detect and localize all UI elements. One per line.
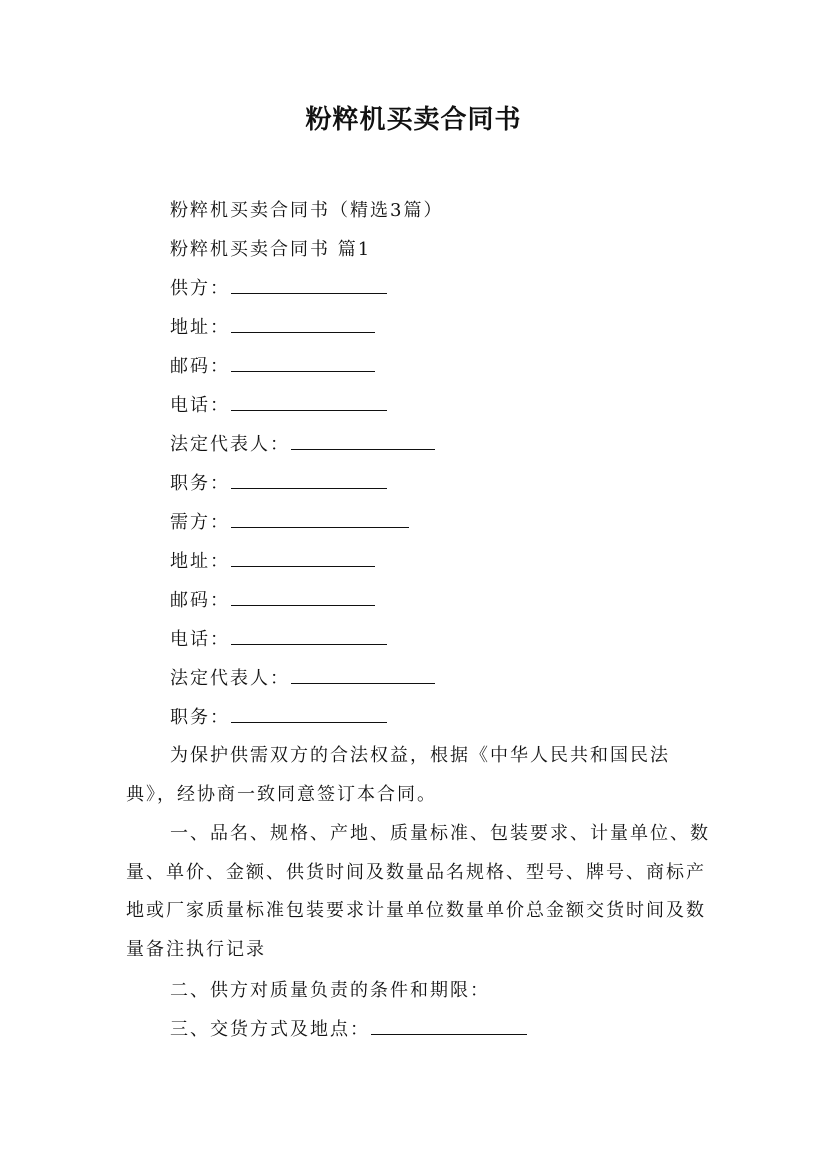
clause-3-blank [371, 1018, 527, 1035]
buyer-rep-blank [291, 667, 435, 684]
buyer-address-label: 地址： [170, 551, 230, 572]
supplier-phone-label: 电话： [170, 395, 230, 416]
buyer-rep-line [170, 666, 435, 692]
buyer-address-line [170, 549, 375, 575]
supplier-rep-label: 法定代表人： [170, 434, 290, 455]
section-heading: 粉粹机买卖合同书 篇1 [170, 239, 372, 260]
document-subtitle: 粉粹机买卖合同书（精选3篇） [170, 200, 444, 221]
supplier-party-line [170, 276, 387, 302]
buyer-phone-label: 电话： [170, 629, 230, 650]
buyer-postcode-label: 邮码： [170, 590, 230, 611]
supplier-title-line [170, 471, 387, 497]
supplier-title-blank [231, 472, 387, 489]
supplier-postcode-label: 邮码： [170, 356, 230, 377]
supplier-party-blank [231, 277, 387, 294]
buyer-phone-blank [231, 628, 387, 645]
supplier-party-label: 供方： [170, 278, 230, 299]
buyer-party-label: 需方： [170, 512, 230, 533]
supplier-address-line [170, 315, 375, 341]
buyer-rep-label: 法定代表人： [170, 668, 290, 689]
clause-2-line: 二、供方对质量负责的条件和期限： [170, 980, 490, 1001]
buyer-postcode-line [170, 588, 375, 614]
buyer-title-line [170, 705, 387, 731]
buyer-postcode-blank [231, 589, 375, 606]
buyer-address-blank [231, 550, 375, 567]
intro-paragraph: 为保护供需双方的合法权益，根据《中华人民共和国民法典》，经协商一致同意签订本合同。 [126, 745, 670, 805]
buyer-phone-line [170, 627, 387, 653]
supplier-rep-line [170, 432, 435, 458]
supplier-phone-blank [231, 394, 387, 411]
supplier-title-label: 职务： [170, 473, 230, 494]
supplier-phone-line [170, 393, 387, 419]
supplier-rep-blank [291, 433, 435, 450]
buyer-party-blank [231, 511, 409, 528]
supplier-address-label: 地址： [170, 317, 230, 338]
buyer-title-label: 职务： [170, 707, 230, 728]
clause-3-line [170, 1017, 527, 1043]
supplier-postcode-blank [231, 355, 375, 372]
clause-3-label: 三、交货方式及地点： [170, 1019, 370, 1040]
supplier-postcode-line [170, 354, 375, 380]
supplier-address-blank [231, 316, 375, 333]
document-title: 粉粹机买卖合同书 [305, 105, 522, 135]
clause-1-paragraph: 一、品名、规格、产地、质量标准、包装要求、计量单位、数量、单价、金额、供货时间及数量品名规格、型号、牌号、商标产地或厂家质量标准包装要求计量单位数量单价总金额交货时间及数量备注执行记录 [126, 823, 710, 960]
buyer-title-blank [231, 706, 387, 723]
buyer-party-line [170, 510, 409, 536]
